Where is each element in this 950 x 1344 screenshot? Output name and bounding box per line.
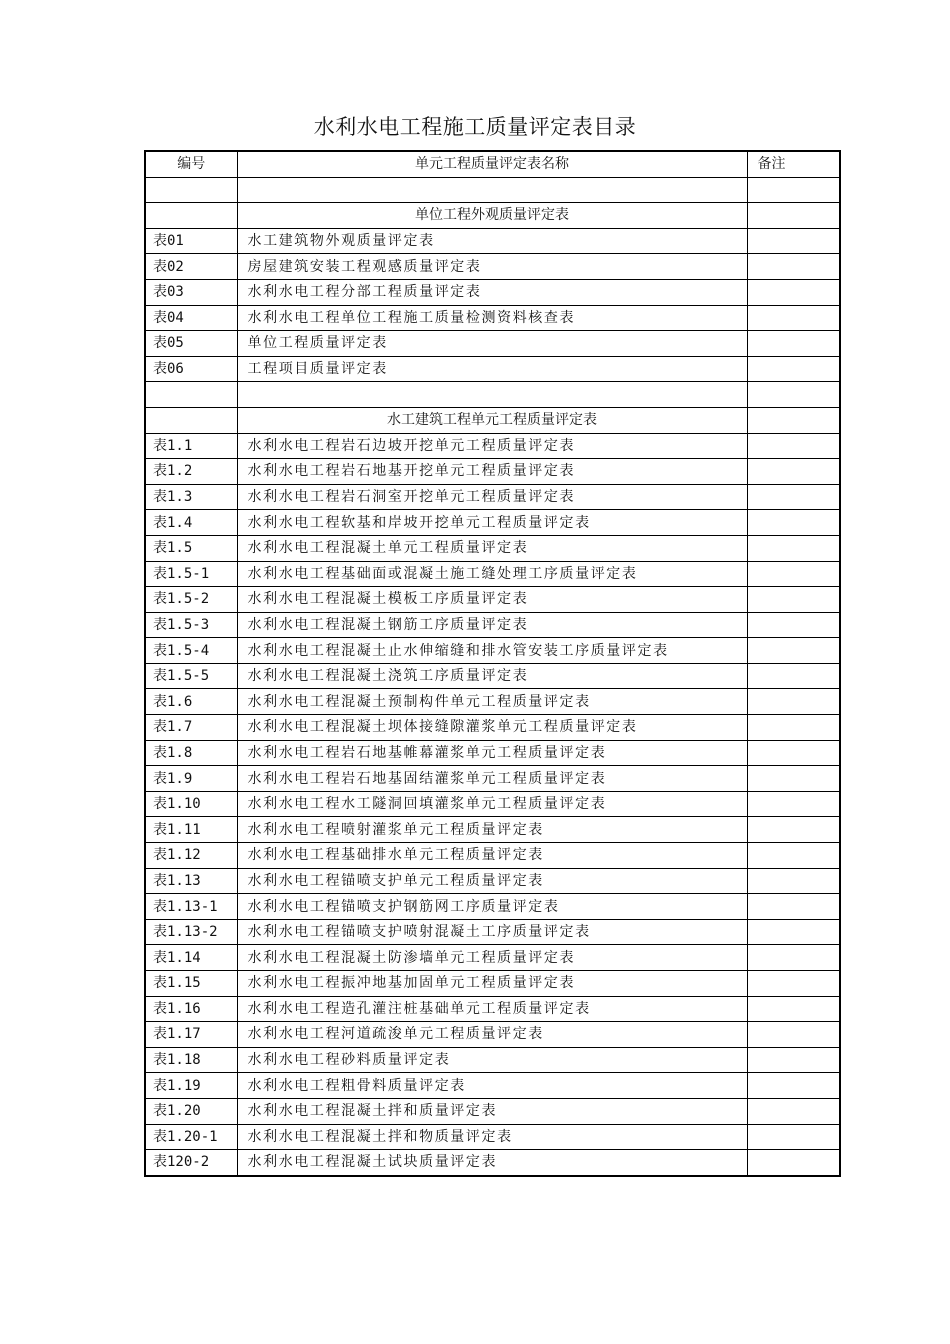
table-row xyxy=(145,1098,840,1124)
header-note: 备注 xyxy=(747,151,840,177)
note-cell xyxy=(747,433,840,459)
note-cell xyxy=(747,535,840,561)
table-row xyxy=(145,843,840,869)
form-name: 水利水电工程岩石地基固结灌浆单元工程质量评定表 xyxy=(237,766,747,792)
form-code: 表1.6 xyxy=(145,689,237,715)
note-cell xyxy=(747,203,840,229)
note-cell xyxy=(747,843,840,869)
table-row xyxy=(145,433,840,459)
form-name: 水工建筑物外观质量评定表 xyxy=(237,228,747,254)
note-cell xyxy=(747,1150,840,1176)
catalog-table xyxy=(144,150,841,1177)
table-row xyxy=(145,1073,840,1099)
note-cell xyxy=(747,459,840,485)
table-row xyxy=(145,561,840,587)
table-row xyxy=(145,945,840,971)
form-code: 表1.5-3 xyxy=(145,612,237,638)
name-cell xyxy=(237,382,747,408)
note-cell xyxy=(747,279,840,305)
form-code: 表1.11 xyxy=(145,817,237,843)
form-name: 水利水电工程混凝土模板工序质量评定表 xyxy=(237,587,747,613)
form-name: 水利水电工程混凝土试块质量评定表 xyxy=(237,1150,747,1176)
table-row xyxy=(145,919,840,945)
table-row xyxy=(145,996,840,1022)
form-code: 表1.1 xyxy=(145,433,237,459)
form-code: 表1.5-5 xyxy=(145,663,237,689)
form-code: 表1.16 xyxy=(145,996,237,1022)
form-name: 水利水电工程砂料质量评定表 xyxy=(237,1047,747,1073)
note-cell xyxy=(747,1098,840,1124)
form-code: 表06 xyxy=(145,356,237,382)
form-code: 表1.5-2 xyxy=(145,587,237,613)
form-name: 水利水电工程岩石地基帷幕灌浆单元工程质量评定表 xyxy=(237,740,747,766)
header-name: 单元工程质量评定表名称 xyxy=(237,151,747,177)
form-code: 表1.9 xyxy=(145,766,237,792)
form-name: 水利水电工程岩石地基开挖单元工程质量评定表 xyxy=(237,459,747,485)
table-row xyxy=(145,791,840,817)
form-code: 表120-2 xyxy=(145,1150,237,1176)
note-cell xyxy=(747,228,840,254)
table-row xyxy=(145,612,840,638)
table-row xyxy=(145,1047,840,1073)
form-name: 水利水电工程混凝土拌和质量评定表 xyxy=(237,1098,747,1124)
form-name: 水利水电工程水工隧洞回填灌浆单元工程质量评定表 xyxy=(237,791,747,817)
table-row xyxy=(145,484,840,510)
table-row xyxy=(145,1150,840,1176)
table-row xyxy=(145,715,840,741)
header-code: 编号 xyxy=(145,151,237,177)
table-row xyxy=(145,1124,840,1150)
form-name: 水利水电工程分部工程质量评定表 xyxy=(237,279,747,305)
table-row xyxy=(145,587,840,613)
note-cell xyxy=(747,331,840,357)
note-cell xyxy=(747,740,840,766)
page-title: 水利水电工程施工质量评定表目录 xyxy=(313,115,637,139)
note-cell xyxy=(747,894,840,920)
note-cell xyxy=(747,407,840,433)
form-code: 表1.7 xyxy=(145,715,237,741)
form-code: 表1.13-2 xyxy=(145,919,237,945)
note-cell xyxy=(747,638,840,664)
form-name: 水利水电工程基础面或混凝土施工缝处理工序质量评定表 xyxy=(237,561,747,587)
table-row xyxy=(145,894,840,920)
form-code: 表1.20-1 xyxy=(145,1124,237,1150)
table-row xyxy=(145,638,840,664)
table-row xyxy=(145,228,840,254)
section-row xyxy=(145,203,840,229)
form-name: 水利水电工程粗骨料质量评定表 xyxy=(237,1073,747,1099)
note-cell xyxy=(747,791,840,817)
code-cell xyxy=(145,177,237,203)
form-name: 水利水电工程锚喷支护单元工程质量评定表 xyxy=(237,868,747,894)
form-name: 水利水电工程混凝土拌和物质量评定表 xyxy=(237,1124,747,1150)
table-row xyxy=(145,868,840,894)
table-row xyxy=(145,817,840,843)
form-name: 水利水电工程锚喷支护钢筋网工序质量评定表 xyxy=(237,894,747,920)
code-cell xyxy=(145,407,237,433)
note-cell xyxy=(747,561,840,587)
table-row xyxy=(145,971,840,997)
form-name: 水利水电工程锚喷支护喷射混凝土工序质量评定表 xyxy=(237,919,747,945)
form-code: 表02 xyxy=(145,254,237,280)
note-cell xyxy=(747,305,840,331)
form-name: 水利水电工程混凝土止水伸缩缝和排水管安装工序质量评定表 xyxy=(237,638,747,664)
note-cell xyxy=(747,766,840,792)
code-cell xyxy=(145,382,237,408)
form-name: 水利水电工程混凝土单元工程质量评定表 xyxy=(237,535,747,561)
form-name: 水利水电工程混凝土坝体接缝隙灌浆单元工程质量评定表 xyxy=(237,715,747,741)
header-row xyxy=(145,151,840,177)
form-name: 水利水电工程混凝土浇筑工序质量评定表 xyxy=(237,663,747,689)
note-cell xyxy=(747,996,840,1022)
note-cell xyxy=(747,382,840,408)
form-code: 表1.5 xyxy=(145,535,237,561)
note-cell xyxy=(747,689,840,715)
note-cell xyxy=(747,510,840,536)
table-row xyxy=(145,689,840,715)
form-code: 表1.3 xyxy=(145,484,237,510)
blank-row xyxy=(145,382,840,408)
form-code: 表1.5-4 xyxy=(145,638,237,664)
note-cell xyxy=(747,1047,840,1073)
catalog-body xyxy=(145,151,840,1176)
table-row xyxy=(145,740,840,766)
note-cell xyxy=(747,1022,840,1048)
form-code: 表03 xyxy=(145,279,237,305)
note-cell xyxy=(747,1124,840,1150)
form-name: 水利水电工程混凝土钢筋工序质量评定表 xyxy=(237,612,747,638)
form-name: 水利水电工程造孔灌注桩基础单元工程质量评定表 xyxy=(237,996,747,1022)
form-name: 单位工程质量评定表 xyxy=(237,331,747,357)
note-cell xyxy=(747,945,840,971)
section-title: 单位工程外观质量评定表 xyxy=(237,203,747,229)
name-cell xyxy=(237,177,747,203)
form-name: 房屋建筑安装工程观感质量评定表 xyxy=(237,254,747,280)
note-cell xyxy=(747,1073,840,1099)
form-code: 表1.5-1 xyxy=(145,561,237,587)
form-code: 表1.12 xyxy=(145,843,237,869)
table-row xyxy=(145,254,840,280)
form-name: 工程项目质量评定表 xyxy=(237,356,747,382)
form-name: 水利水电工程振冲地基加固单元工程质量评定表 xyxy=(237,971,747,997)
form-name: 水利水电工程岩石边坡开挖单元工程质量评定表 xyxy=(237,433,747,459)
form-code: 表1.17 xyxy=(145,1022,237,1048)
form-name: 水利水电工程单位工程施工质量检测资料核查表 xyxy=(237,305,747,331)
note-cell xyxy=(747,587,840,613)
note-cell xyxy=(747,612,840,638)
form-name: 水利水电工程河道疏浚单元工程质量评定表 xyxy=(237,1022,747,1048)
form-code: 表1.20 xyxy=(145,1098,237,1124)
form-code: 表04 xyxy=(145,305,237,331)
form-code: 表1.13-1 xyxy=(145,894,237,920)
form-name: 水利水电工程岩石洞室开挖单元工程质量评定表 xyxy=(237,484,747,510)
form-name: 水利水电工程混凝土防渗墙单元工程质量评定表 xyxy=(237,945,747,971)
note-cell xyxy=(747,177,840,203)
form-code: 表1.4 xyxy=(145,510,237,536)
note-cell xyxy=(747,817,840,843)
note-cell xyxy=(747,484,840,510)
form-code: 表1.13 xyxy=(145,868,237,894)
table-row xyxy=(145,459,840,485)
table-row xyxy=(145,663,840,689)
code-cell xyxy=(145,203,237,229)
table-row xyxy=(145,356,840,382)
note-cell xyxy=(747,919,840,945)
table-row xyxy=(145,279,840,305)
form-code: 表01 xyxy=(145,228,237,254)
note-cell xyxy=(747,356,840,382)
form-code: 表1.18 xyxy=(145,1047,237,1073)
form-code: 表1.8 xyxy=(145,740,237,766)
form-name: 水利水电工程喷射灌浆单元工程质量评定表 xyxy=(237,817,747,843)
table-row xyxy=(145,331,840,357)
table-row xyxy=(145,766,840,792)
note-cell xyxy=(747,254,840,280)
note-cell xyxy=(747,971,840,997)
note-cell xyxy=(747,715,840,741)
note-cell xyxy=(747,868,840,894)
form-code: 表1.15 xyxy=(145,971,237,997)
form-code: 表1.14 xyxy=(145,945,237,971)
form-code: 表1.10 xyxy=(145,791,237,817)
form-name: 水利水电工程基础排水单元工程质量评定表 xyxy=(237,843,747,869)
form-code: 表1.2 xyxy=(145,459,237,485)
table-row xyxy=(145,510,840,536)
form-code: 表05 xyxy=(145,331,237,357)
section-row xyxy=(145,407,840,433)
note-cell xyxy=(747,663,840,689)
form-name: 水利水电工程软基和岸坡开挖单元工程质量评定表 xyxy=(237,510,747,536)
blank-row xyxy=(145,177,840,203)
form-name: 水利水电工程混凝土预制构件单元工程质量评定表 xyxy=(237,689,747,715)
table-row xyxy=(145,305,840,331)
table-row xyxy=(145,535,840,561)
section-title: 水工建筑工程单元工程质量评定表 xyxy=(237,407,747,433)
form-code: 表1.19 xyxy=(145,1073,237,1099)
table-row xyxy=(145,1022,840,1048)
